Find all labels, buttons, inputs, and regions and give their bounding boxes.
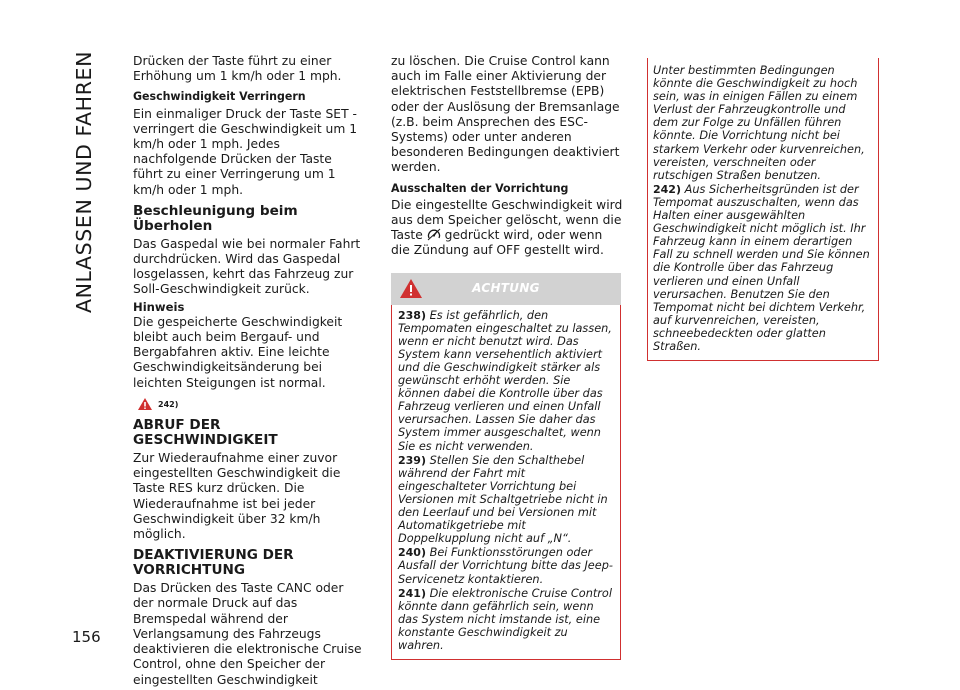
reference-number: 242) — [158, 399, 179, 409]
section-title: ANLASSEN UND FAHREN — [72, 50, 96, 313]
continued-text: zu löschen. Die Cruise Control kann auch im Falle einer Aktivierung der elektrischen Feststellbremse (EPB) oder der Auslösung der Bremsanlage (z.B. beim Ansprechen des ESC-Systems) oder unter anderen besonderen Bedingungen deaktiviert werden. — [391, 54, 620, 175]
hint-text: Die gespeicherte Geschwindigkeit bleibt auch beim Bergauf- und Bergabfahren aktiv. Eine leichte Geschwindigkeitsänderung bei leichten Steigungen ist normal. — [133, 314, 343, 390]
warning-box — [391, 273, 621, 660]
deactivation-heading: DEAKTIVIERUNG DER VORRICHTUNG — [133, 547, 294, 579]
warning-continued-box — [647, 58, 879, 361]
hint-label: Hinweis — [133, 299, 185, 314]
column-left — [133, 54, 365, 690]
warning-body — [391, 305, 621, 660]
intro-text: Drücken der Taste führt zu einer Erhöhung um 1 km/h oder 1 mph. — [133, 54, 342, 84]
warning-header — [391, 273, 621, 305]
deactivation-text: Das Drücken des Taste CANC oder der normale Druck auf das Bremspedal während der Verlangsamung des Fahrzeugs deaktivieren die elektronische Cruise Control, ohne den Speicher der eingestellten Geschwindigkeit — [133, 581, 362, 687]
off-text — [391, 198, 623, 259]
warning-item: 240) Bei Funktionsstörungen oder Ausfall der Vorrichtung bitte das Jeep-Servicenetz kontaktieren. — [398, 546, 613, 586]
warning-item: 239) Stellen Sie den Schalthebel während der Fahrt mit eingeschalteter Vorrichtung bei Versionen mit Schaltgetriebe nicht in den Leerlauf und bei Versionen mit Automatikgetriebe mit Doppelkupplung nicht auf „N“. — [398, 453, 608, 546]
warning-item: 242) Aus Sicherheitsgründen ist der Tempomat auszuschalten, wenn das Halten einer ausgewählten Geschwindigkeit nicht möglich ist. Ihr Fahrzeug kann in einem derartigen Fall zu schnell werden und Sie können die Kontrolle über das Fahrzeug verlieren und einen Unfall verursachen. Benutzen Sie den Tempomat nicht bei dichtem Verkehr, auf kurvenreichen, vereisten, schneebedeckten oder glatten Straßen. — [653, 182, 870, 353]
off-text-after: gedrückt wird, oder wenn die Zündung auf OFF gestellt wird. — [391, 228, 604, 258]
page-number: 156 — [72, 628, 101, 646]
column-middle — [391, 54, 623, 660]
warning-continued-text: Unter bestimmten Bedingungen könnte die Geschwindigkeit zu hoch sein, was in einigen Fällen zu einem Verlust der Fahrzeugkontrolle und dem zur Folge zu Unfällen führen könnte. Die Vorrichtung nicht bei starkem Verkehr oder kurvenreichen, vereisten, verschneiten oder rutschigen Straßen benutzen. — [653, 64, 865, 182]
off-heading: Ausschalten der Vorrichtung — [391, 180, 569, 195]
recall-text: Zur Wiederaufnahme einer zuvor eingestellten Geschwindigkeit die Taste RES kurz drücken. Die Wiederaufnahme ist bei jeder Geschwindigkeit über 32 km/h möglich. — [133, 451, 341, 542]
warning-reference — [137, 397, 365, 412]
warning-triangle-icon — [137, 397, 153, 411]
column-right — [647, 58, 879, 361]
warning-item: 241) Die elektronische Cruise Control könnte dann gefährlich sein, wenn das System nicht imstande ist, eine konstante Geschwindigkeit zu wahren. — [398, 586, 612, 652]
recall-heading: ABRUF DER GESCHWINDIGKEIT — [133, 417, 278, 449]
warning-item: 238) Es ist gefährlich, den Tempomaten eingeschaltet zu lassen, wenn er nicht benutzt wird. Das System kann versehentlich aktiviert und die Geschwindigkeit stärker als gewünscht erhöht werden. Sie können dabei die Kontrolle über das Fahrzeug verlieren und einen Unfall verursachen. Lassen Sie daher das System immer ausgeschaltet, wenn Sie es nicht verwenden. — [398, 308, 612, 453]
off-text-before: Die eingestellte Geschwindigkeit wird aus dem Speicher gelöscht, wenn die Taste — [391, 197, 623, 243]
accel-heading: Beschleunigung beim Überholen — [133, 202, 298, 234]
accel-text: Das Gaspedal wie bei normaler Fahrt durchdrücken. Wird das Gaspedal losgelassen, kehrt das Fahrzeug zur Soll-Geschwindigkeit zurück. — [133, 236, 361, 297]
cruise-control-icon — [427, 228, 441, 241]
decrease-heading: Geschwindigkeit Verringern — [133, 89, 306, 104]
warning-title: ACHTUNG — [472, 280, 540, 295]
decrease-text: Ein einmaliger Druck der Taste SET - verringert die Geschwindigkeit um 1 km/h oder 1 mph. Jedes nachfolgende Drücken der Taste führt zu einer Verringerung um 1 km/h oder 1 mph. — [133, 106, 358, 197]
